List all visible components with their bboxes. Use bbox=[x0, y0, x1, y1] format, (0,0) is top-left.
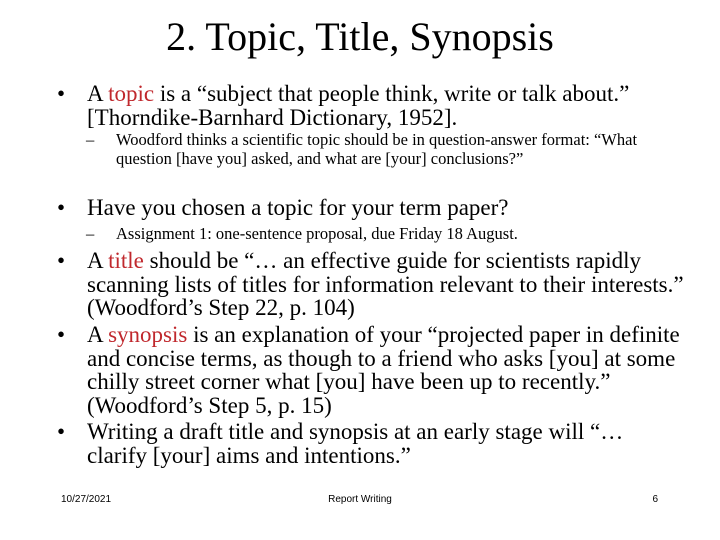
bullet-marker: • bbox=[57, 195, 66, 220]
bullet-marker: • bbox=[57, 81, 66, 106]
bullet-chosen-topic bbox=[57, 196, 687, 220]
bullet-text: A synopsis is an explanation of your “projected paper in definite and concise terms, as though to a friend who asks [you] at some chilly street corner what [you] have been up to recently.” (Woodford’s Step 5, p. 15) bbox=[87, 322, 680, 418]
bullet-draft bbox=[57, 420, 687, 467]
subbullet-woodford-format bbox=[86, 131, 646, 168]
footer-title: Report Writing bbox=[328, 494, 392, 505]
bullet-marker: • bbox=[57, 248, 66, 273]
dash-marker: – bbox=[86, 224, 95, 243]
subbullet-assignment-1 bbox=[86, 225, 666, 244]
bullet-title bbox=[57, 249, 687, 320]
bullet-text: Have you chosen a topic for your term paper? bbox=[87, 195, 509, 220]
subbullet-text: Woodford thinks a scientific topic should be in question-answer format: “What question [have you] asked, and what are [your] conclusions?” bbox=[116, 130, 638, 168]
bullet-marker: • bbox=[57, 419, 66, 444]
bullet-synopsis bbox=[57, 323, 687, 417]
footer-date: 10/27/2021 bbox=[61, 494, 112, 505]
term-synopsis: synopsis bbox=[108, 322, 188, 347]
bullet-marker: • bbox=[57, 322, 66, 347]
bullet-topic bbox=[57, 82, 687, 129]
term-topic: topic bbox=[108, 81, 155, 106]
subbullet-text: Assignment 1: one-sentence proposal, due Friday 18 August. bbox=[116, 224, 518, 243]
slide-title: 2. Topic, Title, Synopsis bbox=[166, 14, 554, 59]
term-title: title bbox=[108, 248, 144, 273]
footer-page-number: 6 bbox=[652, 494, 658, 505]
bullet-text: Writing a draft title and synopsis at an early stage will “… clarify [your] aims and intentions.” bbox=[87, 419, 624, 468]
bullet-text: A title should be “… an effective guide for scientists rapidly scanning lists of titles for information relevant to their interests.” (Woodford’s Step 22, p. 104) bbox=[87, 248, 684, 320]
dash-marker: – bbox=[86, 130, 95, 149]
bullet-text: A topic is a “subject that people think, write or talk about.” [Thorndike-Barnhard Dictionary, 1952]. bbox=[87, 81, 630, 130]
